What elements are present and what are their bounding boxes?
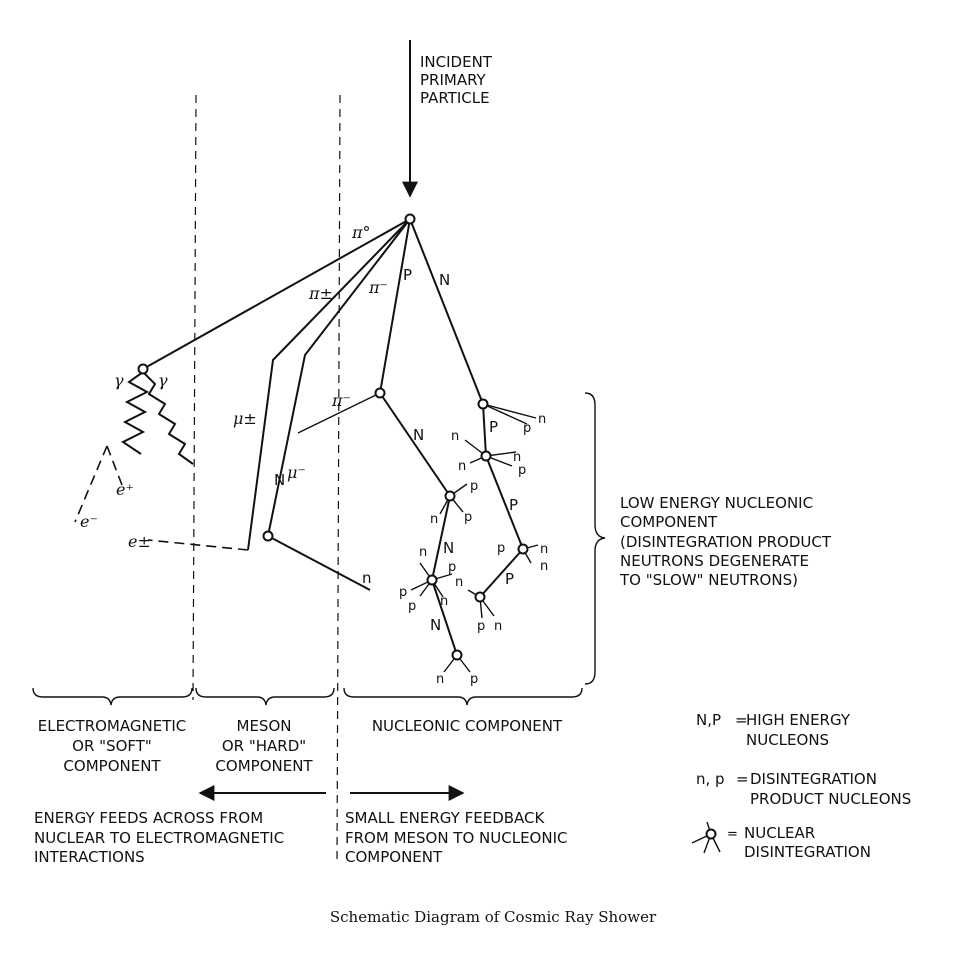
label-n-a4: n bbox=[513, 450, 522, 465]
label-n-e1: n bbox=[494, 619, 503, 634]
node-n2 bbox=[482, 452, 491, 461]
label-n-d1: n bbox=[419, 545, 428, 560]
legend-low-key: n, p bbox=[696, 770, 725, 788]
feed-right-line3: COMPONENT bbox=[345, 848, 443, 866]
legend-disint-eq: = bbox=[727, 827, 738, 842]
label-mu-minus: μ⁻ bbox=[287, 463, 306, 482]
legend-high-eq: = bbox=[735, 711, 748, 729]
node-p2 bbox=[519, 545, 528, 554]
node-n5 bbox=[453, 651, 462, 660]
label-n-d2: n bbox=[455, 575, 464, 590]
label-p-d2: p bbox=[399, 585, 408, 600]
label-gamma-right: γ bbox=[158, 371, 168, 390]
label-p-e1: p bbox=[477, 619, 486, 634]
label-p-d3: p bbox=[408, 599, 417, 614]
e-pm-track bbox=[148, 540, 248, 550]
label-P-b: P bbox=[509, 496, 519, 514]
label-p-b1: p bbox=[470, 479, 479, 494]
low-energy-line2: COMPONENT bbox=[620, 513, 718, 531]
low-energy-line4: NEUTRONS DEGENERATE bbox=[620, 552, 809, 570]
label-pi-minus-side: π⁻ bbox=[332, 391, 351, 410]
node-p1 bbox=[376, 389, 385, 398]
divider-left bbox=[193, 95, 196, 700]
e-minus-track bbox=[75, 446, 107, 522]
label-p-a2: p bbox=[518, 463, 527, 478]
node-primary bbox=[406, 215, 415, 224]
label-P-a2: P bbox=[489, 418, 499, 436]
pi-pm-track bbox=[248, 219, 413, 550]
label-N-2: N bbox=[413, 426, 425, 444]
label-N-3: N bbox=[443, 539, 455, 557]
low-energy-brace bbox=[585, 393, 605, 684]
label-n-a3: n bbox=[458, 459, 467, 474]
node-n3 bbox=[446, 492, 455, 501]
label-N-main: N bbox=[439, 271, 451, 289]
legend-high-key: N,P bbox=[696, 711, 722, 729]
label-p-a1: p bbox=[523, 421, 532, 436]
label-N-mu: N bbox=[274, 471, 286, 489]
label-n-a1: n bbox=[538, 412, 547, 427]
p-track-2 bbox=[483, 404, 486, 456]
label-gamma-left: γ bbox=[114, 371, 124, 390]
label-pi-minus: π⁻ bbox=[369, 278, 388, 297]
brace-meson bbox=[196, 688, 334, 705]
label-P-d: P bbox=[505, 570, 515, 588]
low-energy-line3: (DISINTEGRATION PRODUCT bbox=[620, 533, 831, 551]
incident-label-line1: INCIDENT bbox=[420, 53, 492, 71]
label-e-plus: e⁺ bbox=[116, 480, 134, 499]
label-p-d1: p bbox=[448, 560, 457, 575]
label-e-minus: e⁻ bbox=[80, 512, 98, 531]
meson-label-line2: OR "HARD" bbox=[221, 737, 307, 755]
p-track-4 bbox=[480, 549, 523, 597]
legend-low-desc1: DISINTEGRATION bbox=[750, 770, 877, 788]
label-n-c2: n bbox=[540, 559, 549, 574]
n-track-main bbox=[410, 219, 483, 404]
legend-high-desc2: NUCLEONS bbox=[746, 731, 830, 749]
gamma-wave-right bbox=[143, 372, 193, 464]
legend-high-desc1: HIGH ENERGY bbox=[746, 711, 851, 729]
label-n-a2: n bbox=[451, 429, 460, 444]
label-pi-pm: π± bbox=[309, 284, 333, 303]
label-N-4: N bbox=[430, 616, 442, 634]
brace-nucleonic bbox=[344, 688, 582, 705]
em-label-line3: COMPONENT bbox=[63, 757, 161, 775]
label-n-b1: n bbox=[430, 512, 439, 527]
legend-disintegration-icon bbox=[692, 822, 720, 853]
brace-electromagnetic bbox=[33, 688, 192, 705]
node-mu bbox=[264, 532, 273, 541]
feed-left-line2: NUCLEAR TO ELECTROMAGNETIC bbox=[34, 829, 285, 847]
divider-right bbox=[337, 95, 340, 860]
incident-label-line2: PRIMARY bbox=[420, 71, 486, 89]
incident-label-line3: PARTICLE bbox=[420, 89, 490, 107]
label-n-d3: n bbox=[440, 594, 449, 609]
meson-label-line3: COMPONENT bbox=[215, 757, 313, 775]
label-p-f1: p bbox=[470, 672, 479, 687]
gamma-wave-left bbox=[123, 372, 147, 454]
label-p-b2: p bbox=[464, 510, 473, 525]
label-p-c1: p bbox=[497, 541, 506, 556]
label-mu-pm: μ± bbox=[233, 409, 257, 428]
label-n-f1: n bbox=[436, 672, 445, 687]
feed-right-line2: FROM MESON TO NUCLEONIC bbox=[345, 829, 568, 847]
legend-low-eq: = bbox=[736, 770, 749, 788]
em-label-line2: OR "SOFT" bbox=[72, 737, 152, 755]
label-pi0: π° bbox=[352, 223, 371, 242]
feed-right-line1: SMALL ENERGY FEEDBACK bbox=[345, 809, 545, 827]
feed-left-line1: ENERGY FEEDS ACROSS FROM bbox=[34, 809, 264, 827]
low-energy-line5: TO "SLOW" NEUTRONS) bbox=[620, 571, 798, 589]
meson-label-line1: MESON bbox=[236, 717, 292, 735]
n-from-mu-track bbox=[268, 536, 370, 590]
diagram-caption: Schematic Diagram of Cosmic Ray Shower bbox=[329, 908, 657, 926]
n-track-2 bbox=[380, 393, 450, 496]
legend-disint-desc2: DISINTEGRATION bbox=[744, 843, 871, 861]
node-n1 bbox=[479, 400, 488, 409]
label-e-pm: e± bbox=[128, 532, 151, 551]
label-P-main: P bbox=[403, 266, 413, 284]
node-em bbox=[139, 365, 148, 374]
node-n4 bbox=[428, 576, 437, 585]
label-n-mu-out: n bbox=[362, 569, 372, 587]
nucleonic-label: NUCLEONIC COMPONENT bbox=[371, 717, 563, 735]
em-label-line1: ELECTROMAGNETIC bbox=[37, 717, 187, 735]
legend-disint-desc1: NUCLEAR bbox=[744, 824, 816, 842]
low-energy-line1: LOW ENERGY NUCLEONIC bbox=[620, 494, 814, 512]
label-n-c1: n bbox=[540, 542, 549, 557]
node-p3 bbox=[476, 593, 485, 602]
feed-left-line3: INTERACTIONS bbox=[34, 848, 145, 866]
legend-low-desc2: PRODUCT NUCLEONS bbox=[750, 790, 912, 808]
